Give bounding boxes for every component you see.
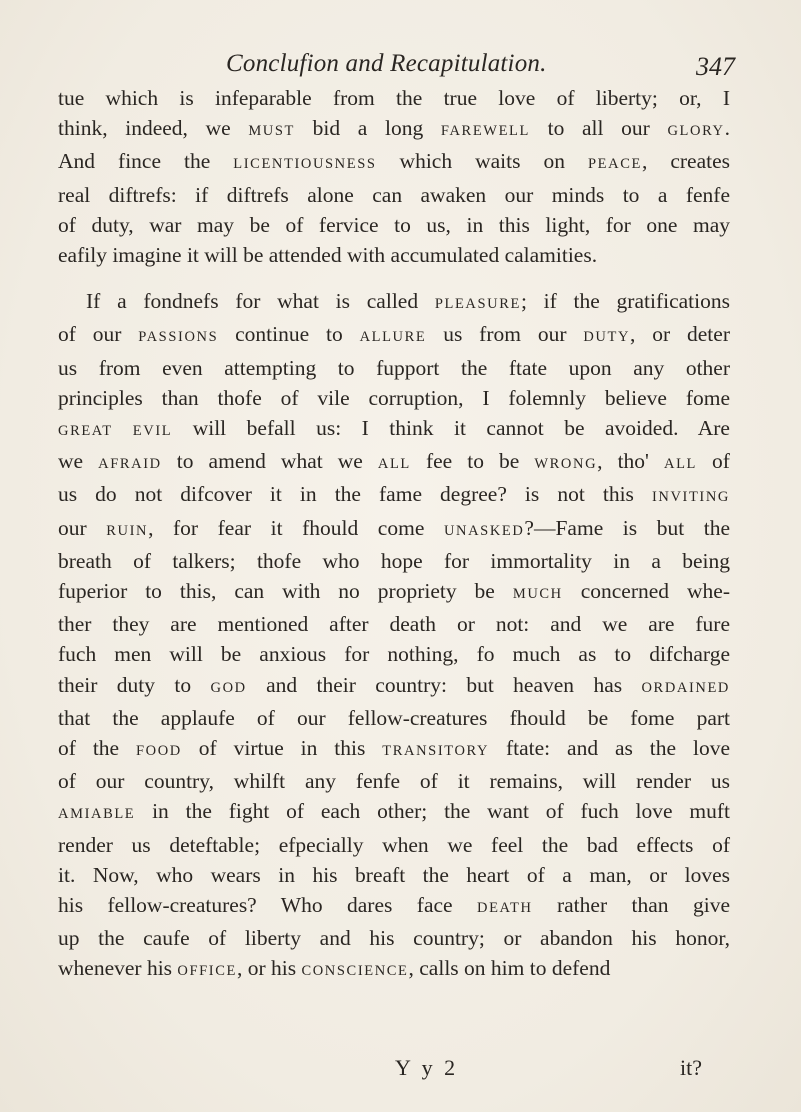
text-run: of our bbox=[58, 322, 139, 347]
text-run: we bbox=[58, 449, 99, 474]
small-caps-word: AMIABLE bbox=[58, 806, 136, 823]
small-caps-word: GOD bbox=[210, 679, 247, 696]
small-caps-word: GREAT EVIL bbox=[58, 423, 173, 440]
text-line bbox=[58, 576, 730, 609]
small-caps-word: RUIN bbox=[106, 522, 149, 539]
text-run: of bbox=[697, 449, 730, 474]
text-line bbox=[58, 796, 730, 829]
text-run: And fince the bbox=[58, 149, 234, 174]
small-caps-word: CONSCIENCE bbox=[301, 963, 409, 980]
text-run: ther they are mentioned after death or not: and we are fure bbox=[58, 612, 730, 637]
text-run: , or deter bbox=[630, 322, 730, 347]
text-run: render us deteftable; efpecially when we feel the bad effects of bbox=[58, 832, 730, 857]
page-number: 347 bbox=[696, 52, 735, 81]
text-run: ; if the gratifications bbox=[520, 289, 730, 314]
small-caps-word: AFRAID bbox=[98, 456, 162, 473]
text-run: , for fear it fhould come bbox=[148, 515, 444, 540]
text-run: bid a long bbox=[295, 116, 441, 141]
page-footer bbox=[0, 1055, 801, 1089]
small-caps-word: DEATH bbox=[477, 900, 533, 917]
text-run: us from even attempting to fupport the ftate upon any other bbox=[58, 355, 730, 380]
text-run: rather than give bbox=[532, 893, 730, 918]
text-line bbox=[58, 953, 730, 986]
small-caps-word: PASSIONS bbox=[138, 329, 219, 346]
text-run: ftate: and as the love bbox=[489, 736, 730, 761]
text-line bbox=[58, 703, 730, 733]
text-run: to amend what we bbox=[161, 449, 378, 474]
text-run: fuperior to this, can with no propriety be bbox=[58, 579, 513, 604]
text-line bbox=[58, 890, 730, 923]
text-line bbox=[58, 639, 730, 669]
text-line bbox=[58, 670, 730, 703]
small-caps-word: ALL bbox=[377, 456, 411, 473]
body-text bbox=[58, 83, 730, 987]
text-run: in the fight of each other; the want of fuch love muft bbox=[135, 799, 730, 824]
text-line bbox=[58, 446, 730, 479]
running-title: Conclufion and Recapitulation. bbox=[226, 50, 547, 77]
text-line bbox=[58, 413, 730, 446]
text-run: ?—Fame is but the bbox=[524, 515, 730, 540]
small-caps-word: PEACE bbox=[588, 156, 642, 173]
text-line bbox=[58, 180, 730, 210]
text-run: . bbox=[724, 116, 730, 141]
text-line bbox=[58, 240, 730, 270]
text-run: which waits on bbox=[376, 149, 589, 174]
text-run: whenever his bbox=[58, 956, 178, 981]
small-caps-word: FAREWELL bbox=[440, 123, 530, 140]
text-run: fuch men will be anxious for nothing, fo much as to difcharge bbox=[58, 642, 730, 667]
text-run: breath of talkers; thofe who hope for immortality in a being bbox=[58, 548, 730, 573]
text-line bbox=[58, 83, 730, 113]
text-run: us do not difcover it in the fame degree? is not this bbox=[58, 482, 652, 507]
paragraph bbox=[58, 286, 730, 986]
text-run: of duty, war may be of fervice to us, in this light, for one may bbox=[58, 212, 730, 237]
text-run: fee to be bbox=[410, 449, 535, 474]
small-caps-word: GLORY bbox=[667, 123, 725, 140]
text-line bbox=[58, 513, 730, 546]
text-run: will befall us: I think it cannot be avoided. Are bbox=[172, 416, 730, 441]
text-run: their duty to bbox=[58, 672, 211, 697]
text-line bbox=[58, 609, 730, 639]
text-run: our bbox=[58, 515, 107, 540]
text-line bbox=[58, 353, 730, 383]
small-caps-word: TRANSITORY bbox=[382, 743, 490, 760]
text-run: think, indeed, we bbox=[58, 116, 249, 141]
signature-mark: Y y 2 bbox=[395, 1055, 459, 1080]
small-caps-word: INVITING bbox=[651, 489, 730, 506]
text-line bbox=[58, 546, 730, 576]
text-run: concerned whe- bbox=[562, 579, 730, 604]
text-line bbox=[58, 479, 730, 512]
small-caps-word: ALLURE bbox=[359, 329, 427, 346]
text-run: eafily imagine it will be attended with accumulated calamities. bbox=[58, 243, 598, 268]
text-run: us from our bbox=[426, 322, 584, 347]
text-run: If a fondnefs for what is called bbox=[86, 289, 435, 314]
text-run: , calls on him to defend bbox=[408, 956, 611, 981]
text-run: his fellow-creatures? Who dares face bbox=[58, 893, 478, 918]
text-line bbox=[58, 319, 730, 352]
text-run: of our country, whilft any fenfe of it remains, will render us bbox=[58, 769, 730, 794]
small-caps-word: PLEASURE bbox=[434, 296, 521, 313]
text-run: , creates bbox=[641, 149, 730, 174]
text-run: , tho' bbox=[597, 449, 664, 474]
text-run: it. Now, who wears in his breaft the heart of a man, or loves bbox=[58, 862, 730, 887]
text-line bbox=[58, 766, 730, 796]
small-caps-word: UNASKED bbox=[443, 522, 525, 539]
small-caps-word: MUCH bbox=[512, 586, 563, 603]
text-run: , or his bbox=[236, 956, 302, 981]
small-caps-word: MUST bbox=[248, 123, 295, 140]
small-caps-word: FOOD bbox=[136, 743, 182, 760]
text-line bbox=[58, 860, 730, 890]
text-run: of the bbox=[58, 736, 136, 761]
small-caps-word: OFFICE bbox=[177, 963, 237, 980]
text-run: real diftrefs: if diftrefs alone can awaken our minds to a fenfe bbox=[58, 182, 730, 207]
text-run: of virtue in this bbox=[181, 736, 383, 761]
small-caps-word: LICENTIOUSNESS bbox=[233, 156, 377, 173]
catchword: it? bbox=[680, 1055, 702, 1080]
paragraph bbox=[58, 83, 730, 270]
text-line bbox=[58, 830, 730, 860]
text-line bbox=[58, 383, 730, 413]
text-line bbox=[58, 923, 730, 953]
text-run: up the caufe of liberty and his country; or abandon his honor, bbox=[58, 926, 730, 951]
text-line bbox=[58, 146, 730, 179]
text-run: that the applaufe of our fellow-creatures fhould be fome part bbox=[58, 705, 730, 730]
text-line bbox=[58, 286, 730, 319]
small-caps-word: DUTY bbox=[583, 329, 631, 346]
text-run: to all our bbox=[529, 116, 668, 141]
text-run: and their country: but heaven has bbox=[246, 672, 642, 697]
small-caps-word: WRONG bbox=[534, 456, 598, 473]
small-caps-word: ORDAINED bbox=[641, 679, 730, 696]
text-line bbox=[58, 210, 730, 240]
text-line bbox=[58, 113, 730, 146]
text-run: continue to bbox=[218, 322, 360, 347]
small-caps-word: ALL bbox=[664, 456, 697, 473]
text-run: tue which is infeparable from the true love of liberty; or, I bbox=[58, 86, 730, 110]
text-line bbox=[58, 733, 730, 766]
text-run: principles than thofe of vile corruption, I folemnly believe fome bbox=[58, 385, 730, 410]
